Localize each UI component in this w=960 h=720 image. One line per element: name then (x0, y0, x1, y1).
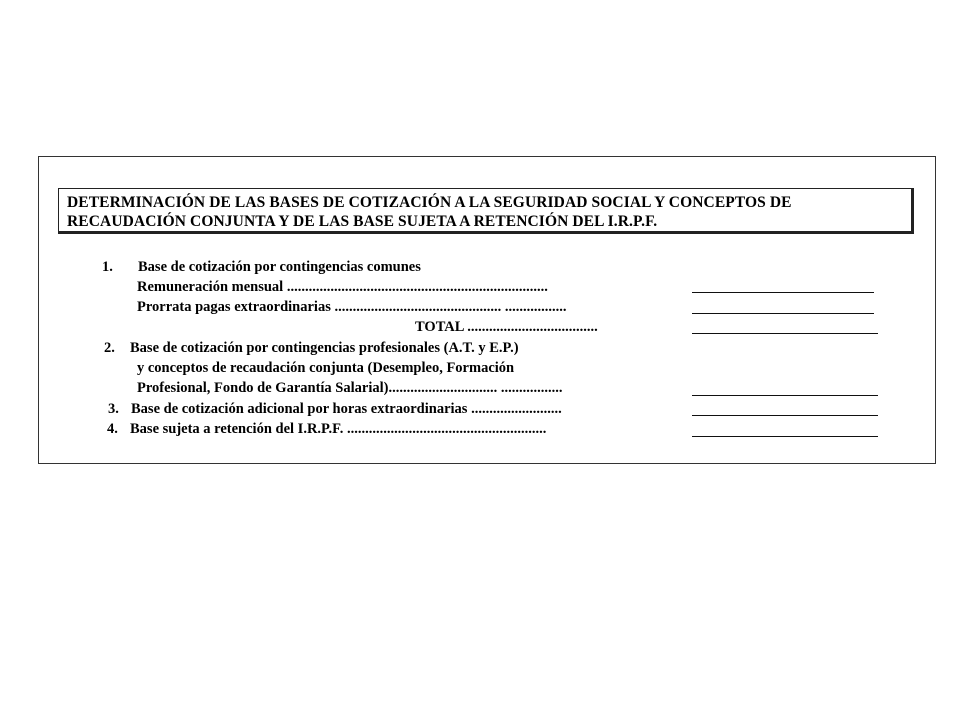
item-2-blank[interactable] (692, 395, 878, 396)
remuneracion-blank[interactable] (692, 292, 874, 293)
heading-line-1: DETERMINACIÓN DE LAS BASES DE COTIZACIÓN A LA SEGURIDAD SOCIAL Y CONCEPTOS DE (67, 194, 792, 211)
form-heading (58, 188, 914, 234)
item-3-text: Base de cotización adicional por horas extraordinarias ......................... (131, 401, 562, 417)
item-1-title: Base de cotización por contingencias comunes (138, 259, 421, 275)
item-2-line-1: Base de cotización por contingencias profesionales (A.T. y E.P.) (130, 340, 519, 356)
item-1-number: 1. (102, 259, 113, 275)
item-2-line-3: Profesional, Fondo de Garantía Salarial).............................. ................. (137, 380, 563, 396)
prorrata-line: Prorrata pagas extraordinarias .............................................. ................. (137, 299, 567, 315)
prorrata-blank[interactable] (692, 313, 874, 314)
total-line: TOTAL .................................... (415, 319, 598, 335)
item-2-number: 2. (104, 340, 115, 356)
item-4-blank[interactable] (692, 436, 878, 437)
remuneracion-line: Remuneración mensual ........................................................................ (137, 279, 548, 295)
item-2-line-2: y conceptos de recaudación conjunta (Desempleo, Formación (137, 360, 515, 376)
item-3-number: 3. (108, 401, 119, 417)
item-4-text: Base sujeta a retención del I.R.P.F. ....................................................... (130, 421, 547, 437)
total-blank[interactable] (692, 333, 878, 334)
item-4-number: 4. (107, 421, 118, 437)
heading-line-2: RECAUDACIÓN CONJUNTA Y DE LAS BASE SUJETA A RETENCIÓN DEL I.R.P.F. (67, 213, 658, 230)
item-3-blank[interactable] (692, 415, 878, 416)
